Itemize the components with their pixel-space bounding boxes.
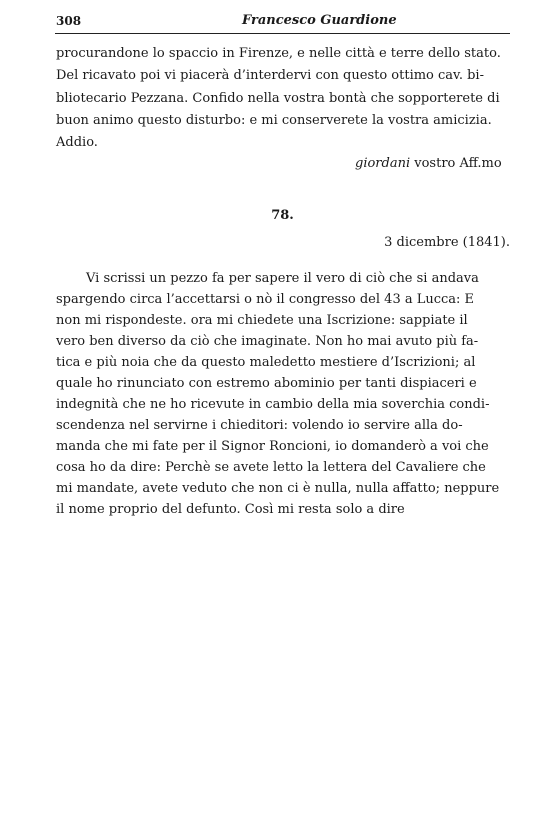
letter-number: 78. (271, 208, 294, 223)
letter-date: 3 dicembre (1841). (384, 235, 510, 250)
text-line: indegnità che ne ho ricevute in cambio della mia soverchia condi- (56, 397, 490, 412)
text-line: il nome proprio del defunto. Così mi resta solo a dire (56, 502, 405, 517)
text-line: bliotecario Pezzana. Confido nella vostra bontà che sopporterete di (56, 91, 500, 106)
text-line: spargendo circa l’accettarsi o nò il congresso del 43 a Lucca: E (56, 292, 475, 307)
signature-name: giordani (355, 156, 411, 171)
text-line: non mi rispondeste. ora mi chiedete una Iscrizione: sappiate il (56, 313, 468, 328)
text-line: procurandone lo spaccio in Firenze, e nelle città e terre dello stato. (56, 46, 501, 61)
signature-closing: vostro Aff.mo (410, 156, 502, 171)
text-line: Vi scrissi un pezzo fa per sapere il vero di ciò che si andava (86, 271, 479, 286)
text-line: Del ricavato poi vi piacerà d’interdervi con questo ottimo cav. bi- (56, 68, 484, 83)
text-line: tica e più noia che da questo maledetto mestiere d’Iscrizioni; al (56, 355, 476, 370)
text-line: cosa ho da dire: Perchè se avete letto la lettera del Cavaliere che (56, 460, 486, 475)
text-line: quale ho rinunciato con estremo abominio per tanti dispiaceri e (56, 376, 477, 391)
signature (355, 156, 502, 171)
header-rule (55, 33, 510, 34)
page-number: 308 (56, 14, 82, 28)
text-line: buon animo questo disturbo: e mi conserverete la vostra amicizia. (56, 113, 492, 128)
running-title: Francesco Guardione (242, 13, 397, 28)
text-line: manda che mi fate per il Signor Roncioni, io domanderò a voi che (56, 439, 489, 454)
text-line: Addio. (56, 135, 98, 150)
text-line: vero ben diverso da ciò che imaginate. Non ho mai avuto più fa- (56, 334, 479, 349)
text-line: scendenza nel servirne i chieditori: volendo io servire alla do- (56, 418, 463, 433)
text-line: mi mandate, avete veduto che non ci è nulla, nulla affatto; neppure (56, 481, 500, 496)
